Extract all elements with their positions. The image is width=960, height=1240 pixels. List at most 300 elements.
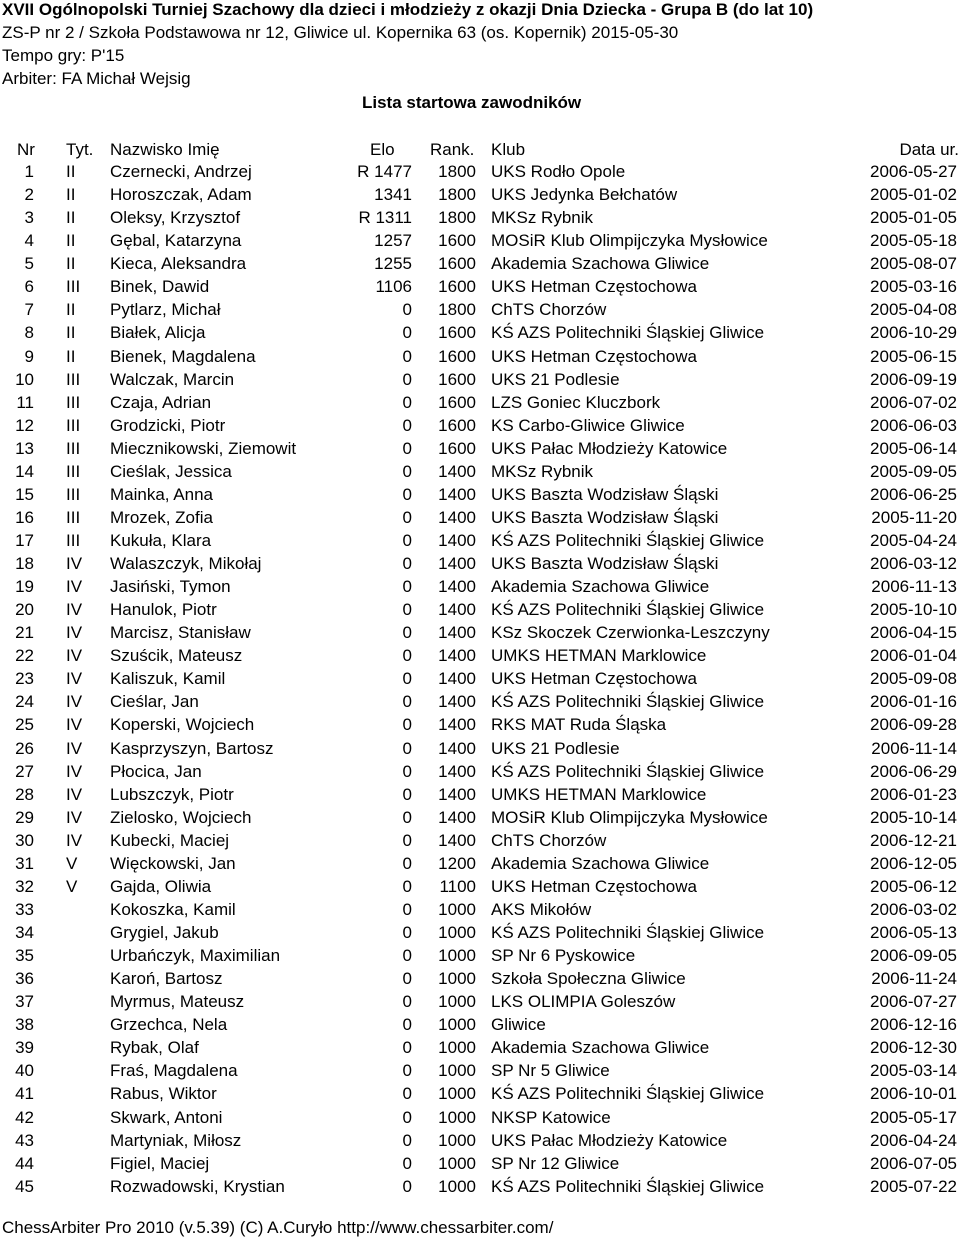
table-row [0, 1130, 960, 1152]
player-rank: 1000 [438, 992, 476, 1012]
player-elo: 0 [402, 969, 412, 989]
player-birth-date: 2006-11-13 [871, 577, 957, 597]
player-nr: 42 [15, 1107, 34, 1127]
player-birth-date: 2005-04-08 [870, 300, 957, 320]
player-rank: 1400 [438, 577, 476, 597]
player-nr: 35 [15, 946, 34, 965]
player-nr: 18 [15, 554, 34, 573]
player-title: IV [66, 577, 83, 597]
tournament-tempo: Tempo gry: P'15 [2, 46, 125, 65]
player-club: KS Carbo-Gliwice Gliwice [491, 415, 685, 435]
player-club: UKS Hetman Częstochowa [491, 669, 697, 689]
table-row [0, 691, 960, 713]
player-club: UKS Pałac Młodzieży Katowice [491, 1130, 728, 1150]
player-club: Gliwice [491, 1015, 546, 1035]
player-club: UKS Baszta Wodzisław Śląski [491, 484, 719, 504]
player-nr: 14 [15, 461, 34, 481]
player-rank: 1600 [438, 277, 476, 297]
player-birth-date: 2005-05-18 [870, 231, 957, 251]
player-birth-date: 2005-08-07 [870, 254, 957, 274]
player-birth-date: 2005-11-20 [871, 507, 957, 527]
player-name: Walczak, Marcin [110, 369, 235, 389]
player-name: Grygiel, Jakub [110, 923, 219, 942]
table-row [0, 530, 960, 552]
player-title: II [66, 323, 76, 343]
header-title: Tyt. [66, 140, 94, 159]
player-club: SP Nr 12 Gliwice [491, 1153, 620, 1173]
player-birth-date: 2005-06-12 [870, 876, 957, 896]
player-elo: 0 [402, 623, 412, 643]
player-rank: 1800 [438, 300, 476, 320]
footer-credit: ChessArbiter Pro 2010 (v.5.39) (C) A.Curyło http://www.chessarbiter.com/ [2, 1218, 554, 1237]
player-club: Akademia Szachowa Gliwice [491, 1038, 710, 1058]
player-birth-date: 2006-05-27 [870, 162, 957, 181]
player-rank: 1400 [438, 484, 476, 504]
player-nr: 3 [24, 208, 34, 228]
table-row [0, 968, 960, 990]
player-elo: 0 [402, 554, 412, 573]
player-birth-date: 2005-09-08 [870, 669, 957, 689]
player-club: ChTS Chorzów [491, 830, 607, 850]
player-nr: 8 [24, 323, 34, 343]
table-row [0, 876, 960, 898]
player-club: UMKS HETMAN Marklowice [491, 646, 707, 666]
table-row [0, 1107, 960, 1129]
player-rank: 1800 [438, 208, 476, 228]
player-birth-date: 2006-12-30 [870, 1038, 957, 1058]
player-nr: 5 [24, 254, 34, 274]
player-nr: 17 [15, 531, 34, 550]
player-club: SP Nr 6 Pyskowice [491, 946, 636, 965]
player-nr: 33 [15, 899, 34, 919]
table-row [0, 1153, 960, 1175]
player-club: LKS OLIMPIA Goleszów [491, 992, 676, 1012]
table-row [0, 622, 960, 644]
player-rank: 1400 [438, 646, 476, 666]
player-title: II [66, 300, 76, 320]
player-club: RKS MAT Ruda Śląska [491, 715, 667, 735]
player-name: Marcisz, Stanisław [110, 623, 251, 643]
player-elo: 0 [402, 1153, 412, 1173]
player-title: IV [66, 761, 83, 781]
player-birth-date: 2006-06-03 [870, 415, 957, 435]
player-elo: 0 [402, 923, 412, 942]
player-title: II [66, 162, 76, 181]
player-rank: 1600 [438, 346, 476, 366]
player-birth-date: 2006-04-15 [870, 623, 957, 643]
table-row [0, 392, 960, 414]
player-elo: 0 [402, 1176, 412, 1196]
player-nr: 22 [15, 646, 34, 666]
player-club: LZS Goniec Kluczbork [491, 392, 661, 412]
list-title: Lista startowa zawodników [362, 93, 582, 112]
player-name: Płocica, Jan [110, 761, 202, 781]
player-club: SP Nr 5 Gliwice [491, 1061, 610, 1081]
player-club: KŚ AZS Politechniki Śląskiej Gliwice [491, 923, 765, 942]
player-club: MKSz Rybnik [491, 208, 594, 228]
player-elo: 0 [402, 300, 412, 320]
player-rank: 1000 [438, 1107, 476, 1127]
player-elo: 0 [402, 1061, 412, 1081]
table-row [0, 207, 960, 229]
table-row [0, 645, 960, 667]
player-birth-date: 2005-04-24 [870, 531, 957, 550]
player-rank: 1000 [438, 1084, 476, 1104]
player-name: Grodzicki, Piotr [110, 415, 226, 435]
player-rank: 1400 [438, 692, 476, 712]
player-name: Fraś, Magdalena [110, 1061, 238, 1081]
player-rank: 1800 [438, 185, 476, 205]
player-elo: R 1311 [358, 208, 412, 228]
player-nr: 38 [15, 1015, 34, 1035]
player-elo: 0 [402, 438, 412, 458]
player-club: Szkoła Społeczna Gliwice [491, 969, 686, 989]
player-name: Martyniak, Miłosz [110, 1130, 242, 1150]
header-nr: Nr [17, 140, 35, 159]
table-row [0, 415, 960, 437]
player-club: Akademia Szachowa Gliwice [491, 853, 710, 873]
player-rank: 1000 [438, 1153, 476, 1173]
player-title: II [66, 254, 76, 274]
table-row [0, 922, 960, 944]
player-elo: 0 [402, 761, 412, 781]
player-name: Grzechca, Nela [110, 1015, 228, 1035]
player-nr: 27 [15, 761, 34, 781]
player-club: UKS Hetman Częstochowa [491, 876, 697, 896]
player-name: Urbańczyk, Maximilian [110, 946, 281, 965]
player-birth-date: 2005-10-10 [870, 600, 957, 620]
player-nr: 26 [15, 738, 34, 758]
player-title: IV [66, 715, 83, 735]
header-elo: Elo [370, 140, 395, 159]
player-rank: 1400 [438, 669, 476, 689]
player-title: II [66, 185, 76, 205]
player-nr: 32 [15, 876, 34, 896]
player-elo: 0 [402, 392, 412, 412]
player-elo: 0 [402, 946, 412, 965]
player-rank: 1000 [438, 1038, 476, 1058]
player-elo: 0 [402, 1015, 412, 1035]
player-birth-date: 2005-01-02 [870, 185, 957, 205]
table-row [0, 438, 960, 460]
player-name: Czaja, Adrian [110, 392, 212, 412]
player-name: Rozwadowski, Krystian [110, 1176, 285, 1196]
player-birth-date: 2006-11-24 [871, 969, 957, 989]
header-name: Nazwisko Imię [110, 140, 220, 159]
player-elo: 1106 [375, 277, 412, 297]
player-title: IV [66, 554, 83, 573]
player-elo: 0 [402, 531, 412, 550]
table-row [0, 369, 960, 391]
table-row [0, 484, 960, 506]
player-rank: 1000 [438, 946, 476, 965]
player-nr: 7 [24, 300, 34, 320]
player-title: III [66, 438, 81, 458]
player-rank: 1000 [438, 1130, 476, 1150]
table-row [0, 1083, 960, 1105]
player-rank: 1600 [438, 369, 476, 389]
player-elo: 0 [402, 484, 412, 504]
player-birth-date: 2005-01-05 [870, 208, 957, 228]
player-birth-date: 2006-10-29 [870, 323, 957, 343]
player-name: Myrmus, Mateusz [110, 992, 245, 1012]
player-name: Miecznikowski, Ziemowit [110, 438, 297, 458]
player-elo: 0 [402, 738, 412, 758]
table-row [0, 1014, 960, 1036]
player-birth-date: 2006-12-21 [870, 830, 957, 850]
player-birth-date: 2006-04-24 [870, 1130, 957, 1150]
player-club: UKS Jedynka Bełchatów [491, 185, 678, 205]
player-club: Akademia Szachowa Gliwice [491, 254, 710, 274]
player-rank: 1400 [438, 715, 476, 735]
player-rank: 1400 [438, 531, 476, 550]
player-birth-date: 2006-06-25 [870, 484, 957, 504]
table-row [0, 991, 960, 1013]
player-title: III [66, 484, 81, 504]
player-club: AKS Mikołów [491, 899, 592, 919]
player-name: Koperski, Wojciech [110, 715, 255, 735]
table-row [0, 553, 960, 575]
player-elo: 0 [402, 830, 412, 850]
player-name: Binek, Dawid [110, 277, 210, 297]
table-row [0, 276, 960, 298]
player-elo: 0 [402, 899, 412, 919]
player-nr: 16 [15, 507, 34, 527]
player-nr: 13 [15, 438, 34, 458]
player-rank: 1000 [438, 969, 476, 989]
table-row [0, 346, 960, 368]
player-club: MOSiR Klub Olimpijczyka Mysłowice [491, 807, 768, 827]
player-title: IV [66, 738, 83, 758]
player-name: Kasprzyszyn, Bartosz [110, 738, 274, 758]
table-row [0, 714, 960, 736]
player-nr: 34 [15, 923, 34, 942]
table-row [0, 507, 960, 529]
player-title: IV [66, 807, 83, 827]
player-title: III [66, 507, 81, 527]
player-elo: 0 [402, 507, 412, 527]
player-nr: 39 [15, 1038, 34, 1058]
table-row [0, 1060, 960, 1082]
player-club: KŚ AZS Politechniki Śląskiej Gliwice [491, 531, 765, 550]
table-row [0, 253, 960, 275]
player-rank: 1200 [438, 853, 476, 873]
player-rank: 1000 [438, 1176, 476, 1196]
player-name: Czernecki, Andrzej [110, 162, 252, 181]
player-club: NKSP Katowice [491, 1107, 611, 1127]
player-name: Białek, Alicja [110, 323, 206, 343]
player-name: Bienek, Magdalena [110, 346, 256, 366]
player-elo: 0 [402, 1107, 412, 1127]
player-club: KŚ AZS Politechniki Śląskiej Gliwice [491, 1084, 765, 1104]
player-club: UKS Hetman Częstochowa [491, 277, 697, 297]
player-title: II [66, 346, 76, 366]
header-club: Klub [491, 140, 526, 159]
player-title: IV [66, 784, 83, 804]
player-elo: 0 [402, 876, 412, 896]
player-rank: 1000 [438, 1061, 476, 1081]
player-title: III [66, 531, 81, 550]
table-row [0, 322, 960, 344]
player-birth-date: 2006-09-05 [870, 946, 957, 965]
player-name: Karoń, Bartosz [110, 969, 223, 989]
player-name: Hanulok, Piotr [110, 600, 217, 620]
player-club: KŚ AZS Politechniki Śląskiej Gliwice [491, 692, 765, 712]
player-elo: 0 [402, 1130, 412, 1150]
player-rank: 1400 [438, 600, 476, 620]
player-club: UKS 21 Podlesie [491, 369, 620, 389]
player-rank: 1000 [438, 1015, 476, 1035]
player-rank: 1400 [438, 761, 476, 781]
player-title: III [66, 369, 81, 389]
player-nr: 44 [15, 1153, 34, 1173]
player-club: KŚ AZS Politechniki Śląskiej Gliwice [491, 323, 765, 343]
player-nr: 25 [15, 715, 34, 735]
player-nr: 4 [24, 231, 34, 251]
player-nr: 1 [24, 162, 34, 181]
player-name: Cieślak, Jessica [110, 461, 232, 481]
player-title: IV [66, 600, 83, 620]
player-birth-date: 2005-06-15 [870, 346, 957, 366]
player-elo: 0 [402, 346, 412, 366]
player-name: Lubszczyk, Piotr [110, 784, 234, 804]
player-title: IV [66, 692, 83, 712]
player-elo: 0 [402, 784, 412, 804]
player-title: IV [66, 669, 83, 689]
player-rank: 1400 [438, 507, 476, 527]
player-name: Oleksy, Krzysztof [110, 208, 241, 228]
player-birth-date: 2005-05-17 [870, 1107, 957, 1127]
player-rank: 1600 [438, 323, 476, 343]
tournament-venue: ZS-P nr 2 / Szkoła Podstawowa nr 12, Gliwice ul. Kopernika 63 (os. Kopernik) 2015-05-30 [2, 23, 679, 42]
player-name: Mainka, Anna [110, 484, 214, 504]
player-nr: 21 [15, 623, 34, 643]
player-title: IV [66, 623, 83, 643]
player-club: UKS 21 Podlesie [491, 738, 620, 758]
table-row [0, 161, 960, 183]
player-birth-date: 2006-03-02 [870, 899, 957, 919]
player-nr: 19 [15, 577, 34, 597]
player-rank: 1400 [438, 554, 476, 573]
player-elo: 0 [402, 669, 412, 689]
player-nr: 12 [15, 415, 34, 435]
table-row [0, 599, 960, 621]
player-nr: 31 [15, 853, 34, 873]
player-elo: 0 [402, 600, 412, 620]
player-name: Kokoszka, Kamil [110, 899, 236, 919]
table-row [0, 945, 960, 967]
player-nr: 23 [15, 669, 34, 689]
player-elo: 0 [402, 461, 412, 481]
player-birth-date: 2006-01-23 [870, 784, 957, 804]
player-rank: 1100 [439, 876, 476, 896]
player-club: UKS Baszta Wodzisław Śląski [491, 507, 719, 527]
player-birth-date: 2006-01-16 [870, 692, 957, 712]
player-elo: 0 [402, 992, 412, 1012]
player-nr: 29 [15, 807, 34, 827]
player-title: V [66, 876, 78, 896]
player-title: V [66, 853, 78, 873]
player-elo: 0 [402, 1038, 412, 1058]
player-nr: 2 [24, 185, 34, 205]
player-birth-date: 2005-07-22 [870, 1176, 957, 1196]
player-birth-date: 2005-03-14 [870, 1061, 957, 1081]
player-club: UKS Baszta Wodzisław Śląski [491, 554, 719, 573]
player-title: III [66, 461, 81, 481]
player-rank: 1800 [438, 162, 476, 181]
table-row [0, 807, 960, 829]
table-row [0, 461, 960, 483]
player-elo: 0 [402, 369, 412, 389]
player-rank: 1400 [438, 830, 476, 850]
player-club: Akademia Szachowa Gliwice [491, 577, 710, 597]
player-name: Pytlarz, Michał [110, 300, 221, 320]
player-name: Kubecki, Maciej [110, 830, 230, 850]
table-row [0, 1037, 960, 1059]
player-name: Walaszczyk, Mikołaj [110, 554, 262, 573]
player-birth-date: 2006-11-14 [871, 738, 957, 758]
player-title: III [66, 277, 81, 297]
player-rank: 1400 [438, 461, 476, 481]
player-rank: 1400 [438, 623, 476, 643]
player-name: Figiel, Maciej [110, 1153, 210, 1173]
player-name: Kaliszuk, Kamil [110, 669, 226, 689]
player-rank: 1000 [438, 899, 476, 919]
player-elo: 0 [402, 715, 412, 735]
player-elo: 1255 [374, 254, 412, 274]
table-row [0, 899, 960, 921]
table-row [0, 230, 960, 252]
table-row [0, 761, 960, 783]
player-nr: 20 [15, 600, 34, 620]
player-name: Zielosko, Wojciech [110, 807, 252, 827]
player-birth-date: 2006-09-19 [870, 369, 957, 389]
player-nr: 24 [15, 692, 34, 712]
player-birth-date: 2006-07-02 [870, 392, 957, 412]
player-elo: 0 [402, 646, 412, 666]
player-name: Skwark, Antoni [110, 1107, 223, 1127]
player-rank: 1000 [438, 923, 476, 942]
player-title: II [66, 231, 76, 251]
player-elo: 1341 [374, 185, 412, 205]
player-elo: 0 [402, 853, 412, 873]
player-nr: 40 [15, 1061, 34, 1081]
player-nr: 6 [24, 277, 34, 297]
player-nr: 43 [15, 1130, 34, 1150]
table-row [0, 184, 960, 206]
header-birth-date: Data ur. [899, 140, 959, 159]
tournament-title: XVII Ogólnopolski Turniej Szachowy dla dzieci i młodzieży z okazji Dnia Dziecka - Grupa B (do lat 10) [2, 0, 814, 19]
player-title: III [66, 392, 81, 412]
player-club: KŚ AZS Politechniki Śląskiej Gliwice [491, 1176, 765, 1196]
player-birth-date: 2006-07-27 [870, 992, 957, 1012]
player-birth-date: 2005-09-05 [870, 461, 957, 481]
player-birth-date: 2006-09-28 [870, 715, 957, 735]
player-rank: 1600 [438, 438, 476, 458]
player-nr: 10 [15, 369, 34, 389]
tournament-arbiter: Arbiter: FA Michał Wejsig [2, 69, 191, 88]
player-birth-date: 2006-07-05 [870, 1153, 957, 1173]
player-nr: 37 [15, 992, 34, 1012]
player-name: Gębal, Katarzyna [110, 231, 242, 251]
player-club: UKS Hetman Częstochowa [491, 346, 697, 366]
player-rank: 1400 [438, 738, 476, 758]
player-birth-date: 2005-06-14 [870, 438, 957, 458]
player-nr: 36 [15, 969, 34, 989]
player-club: KŚ AZS Politechniki Śląskiej Gliwice [491, 761, 765, 781]
player-club: MKSz Rybnik [491, 461, 594, 481]
player-nr: 45 [15, 1176, 34, 1196]
